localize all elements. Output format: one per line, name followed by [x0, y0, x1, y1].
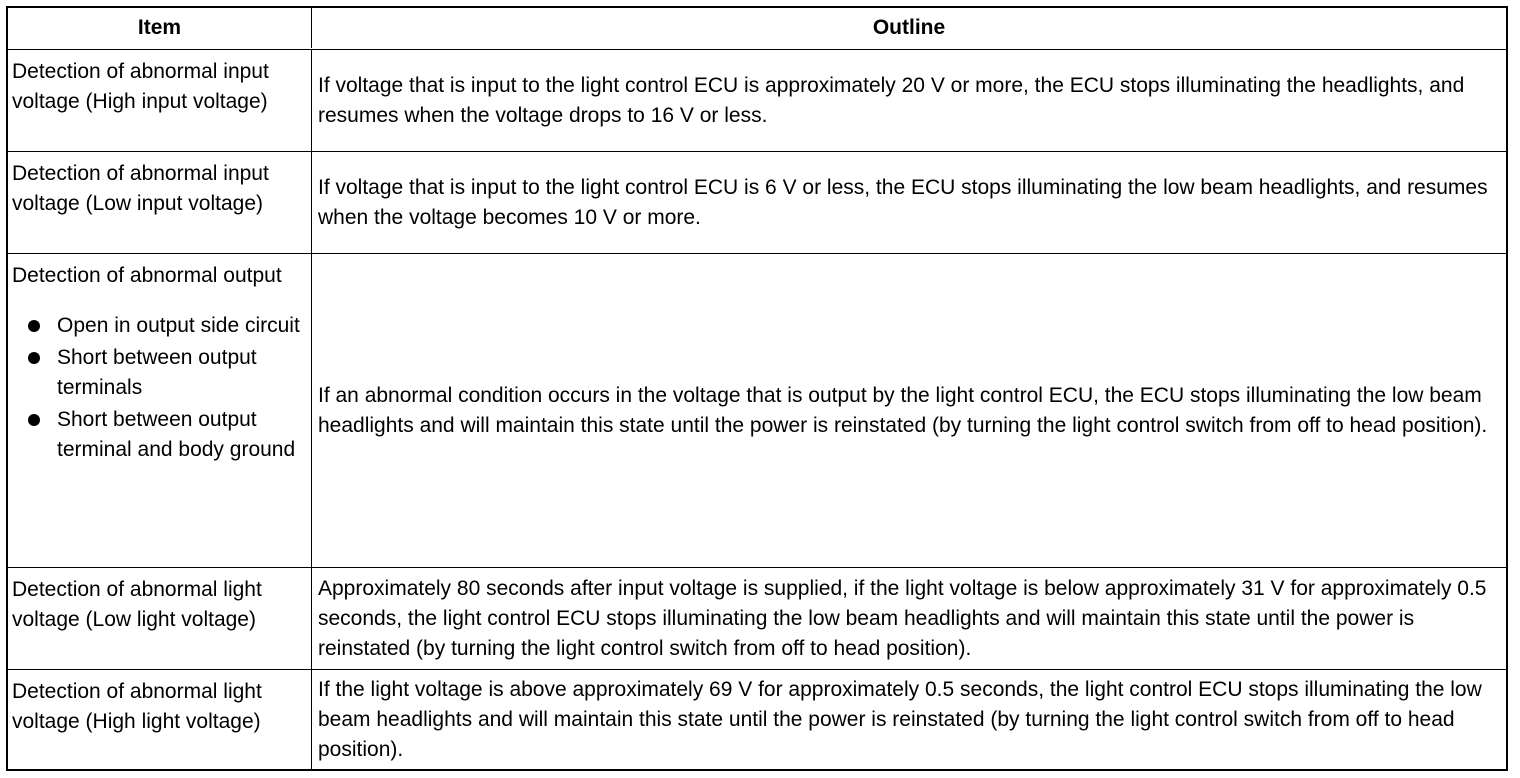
item-cell — [8, 152, 312, 253]
table-row — [8, 669, 1506, 769]
table-row — [8, 151, 1506, 253]
outline-cell — [312, 50, 1506, 151]
outline-cell — [312, 152, 1506, 253]
outline-text: If the light voltage is above approximately 69 V for approximately 0.5 seconds, the light control ECU stops illuminating the low beam headlights and will maintain this state until the power is reinstated (by turning the light control switch from off to head position). — [318, 677, 1482, 761]
bullet-dot-icon — [28, 352, 40, 364]
item-cell — [8, 670, 312, 769]
table-header-row — [8, 8, 1506, 49]
bullet-dot-icon — [28, 414, 40, 426]
bullet-item — [8, 311, 311, 341]
outline-text: If voltage that is input to the light control ECU is approximately 20 V or more, the ECU stops illuminating the headlights, and resumes when the voltage drops to 16 V or less. — [318, 73, 1465, 127]
outline-cell — [312, 254, 1506, 567]
outline-cell — [312, 568, 1506, 669]
item-cell — [8, 50, 312, 151]
bullet-text: Open in output side circuit — [57, 314, 300, 337]
item-cell — [8, 254, 312, 567]
bullet-item — [8, 343, 311, 403]
item-text: Detection of abnormal light voltage (High light voltage) — [12, 680, 262, 733]
outline-text: Approximately 80 seconds after input voltage is supplied, if the light voltage is below approximately 31 V for approximately 0.5 seconds, the light control ECU stops illuminating the low beam headlights and will maintain this state until the power is reinstated (by turning the light control switch from off to head position). — [318, 576, 1487, 660]
table-row — [8, 567, 1506, 669]
outline-text: If voltage that is input to the light control ECU is 6 V or less, the ECU stops illuminating the low beam headlights, and resumes when the voltage becomes 10 V or more. — [318, 175, 1488, 229]
outline-cell — [312, 670, 1506, 769]
item-text: Detection of abnormal input voltage (Low input voltage) — [12, 162, 269, 215]
item-text: Detection of abnormal output — [12, 264, 282, 287]
item-text: Detection of abnormal light voltage (Low light voltage) — [12, 578, 262, 631]
bullet-item — [8, 405, 311, 465]
bullet-text: Short between output terminal and body ground — [57, 408, 296, 461]
bullet-text: Short between output terminals — [57, 346, 257, 399]
table-row — [8, 253, 1506, 567]
item-text: Detection of abnormal input voltage (High input voltage) — [12, 60, 269, 113]
header-item: Item — [8, 8, 312, 48]
detection-table — [6, 6, 1508, 771]
outline-text: If an abnormal condition occurs in the voltage that is output by the light control ECU, the ECU stops illuminating the low beam headlights and will maintain this state until the power is reinstated (by turning the light control switch from off to head position). — [318, 383, 1488, 437]
item-cell — [8, 568, 312, 669]
item-bullet-list — [8, 311, 311, 465]
table-row — [8, 49, 1506, 151]
bullet-dot-icon — [28, 320, 40, 332]
header-outline: Outline — [872, 16, 946, 39]
